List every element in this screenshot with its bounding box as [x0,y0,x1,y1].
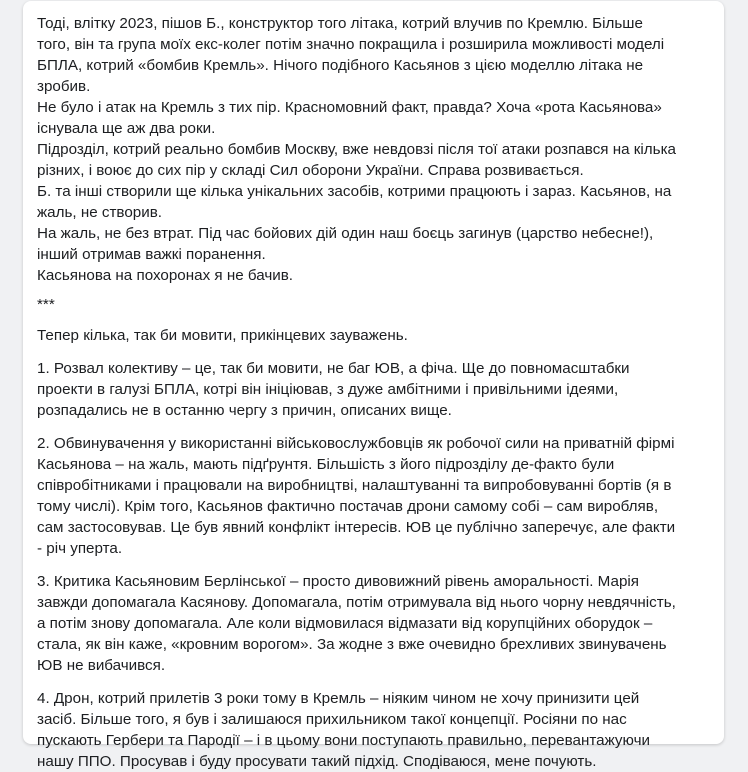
text-line: - річ уперта. [37,540,123,557]
post-paragraph [37,688,710,772]
text-line: ЮВ не вибачився. [37,657,166,674]
text-line: Касьянова – на жаль, мають підґрунтя. Більшість з його підрозділу де-факто були [37,456,615,473]
text-line: Не було і атак на Кремль з тих пір. Красномовний факт, правда? Хоча «рота Касьянова» [37,99,662,116]
paragraph-gap [37,421,710,433]
text-line: а потім знову допомагала. Але коли відмовилася відмазати від корупційних оборудок – [37,615,653,632]
paragraph-gap [37,559,710,571]
text-line: 1. Розвал колективу – це, так би мовити, не баг ЮВ, а фіча. Ще до повномасштабки [37,360,630,377]
text-line: 3. Критика Касьяновим Берлінської – просто дивовижний рівень аморальності. Марія [37,573,639,590]
section-divider [37,294,710,315]
post-paragraph [37,571,710,676]
text-line: Касьянова на похоронах я не бачив. [37,267,294,284]
text-line: засіб. Більше того, я був і залишаюся прихильником такої концепції. Росіяни по нас [37,711,627,728]
post-paragraph [37,325,710,346]
text-line: нашу ППО. Просував і буду просувати такий підхід. Сподіваюся, мене почують. [37,753,597,770]
text-line: Підрозділ, котрий реально бомбив Москву, вже невдовзі після тої атаки розпався на кілька [37,141,677,158]
post-card [23,1,724,770]
text-line: того, він та група моїх екс-колег потім значно покращила і розширила можливості моделі [37,36,665,53]
text-line: зробив. [37,78,91,95]
text-line: тому числі). Крім того, Касьянов фактично постачав дрони самому собі – сам виробляв, [37,498,659,515]
text-line: стала, як він каже, «кровним ворогом». За жодне з вже очевидно брехливих звинувачень [37,636,667,653]
paragraph-gap [37,346,710,358]
post-paragraph [37,13,710,286]
text-line: інший отримав важкі поранення. [37,246,266,263]
text-line: 4. Дрон, котрий прилетів 3 роки тому в Кремль – ніяким чином не хочу принизити цей [37,690,640,707]
post-paragraph [37,433,710,559]
text-line: 2. Обвинувачення у використанні військовослужбовців як робочої сили на приватній фірмі [37,435,675,452]
divider-stars: *** [37,296,55,313]
text-line: проекти в галузі БПЛА, котрі він ініціював, з дуже амбітними і привільними ідеями, [37,381,619,398]
text-line: Тоді, влітку 2023, пішов Б., конструктор того літака, котрий влучив по Кремлю. Більше [37,15,643,32]
text-line: розпадались не в останню чергу з причин, описаних вище. [37,402,452,419]
text-line: сам застосовував. Це був явний конфлікт інтересів. ЮВ це публічно заперечує, але факти [37,519,676,536]
text-line: завжди допомагала Касянову. Допомагала, потім отримувала від нього чорну невдячність, [37,594,676,611]
text-line: На жаль, не без втрат. Під час бойових дій один наш боєць загинув (царство небесне!), [37,225,654,242]
post-paragraph [37,358,710,421]
text-line: Б. та інші створили ще кілька унікальних засобів, котрими працюють і зараз. Касьянов, на [37,183,672,200]
text-line: пускають Гербери та Пародії – і в цьому вони поступають правильно, перевантажуючи [37,732,650,749]
paragraph-gap [37,676,710,688]
text-line: Тепер кілька, так би мовити, прикінцевих зауважень. [37,327,408,344]
text-line: різних, і воює до сих пір у складі Сил оборони України. Справа розвивається. [37,162,584,179]
text-line: існувала ще аж два роки. [37,120,216,137]
text-line: БПЛА, котрий «бомбив Кремль». Нічого подібного Касьянов з цією моделлю літака не [37,57,644,74]
text-line: жаль, не створив. [37,204,162,221]
text-line: співробітниками і працювали на виробництві, налаштуванні та випробовуванні бортів (я в [37,477,672,494]
